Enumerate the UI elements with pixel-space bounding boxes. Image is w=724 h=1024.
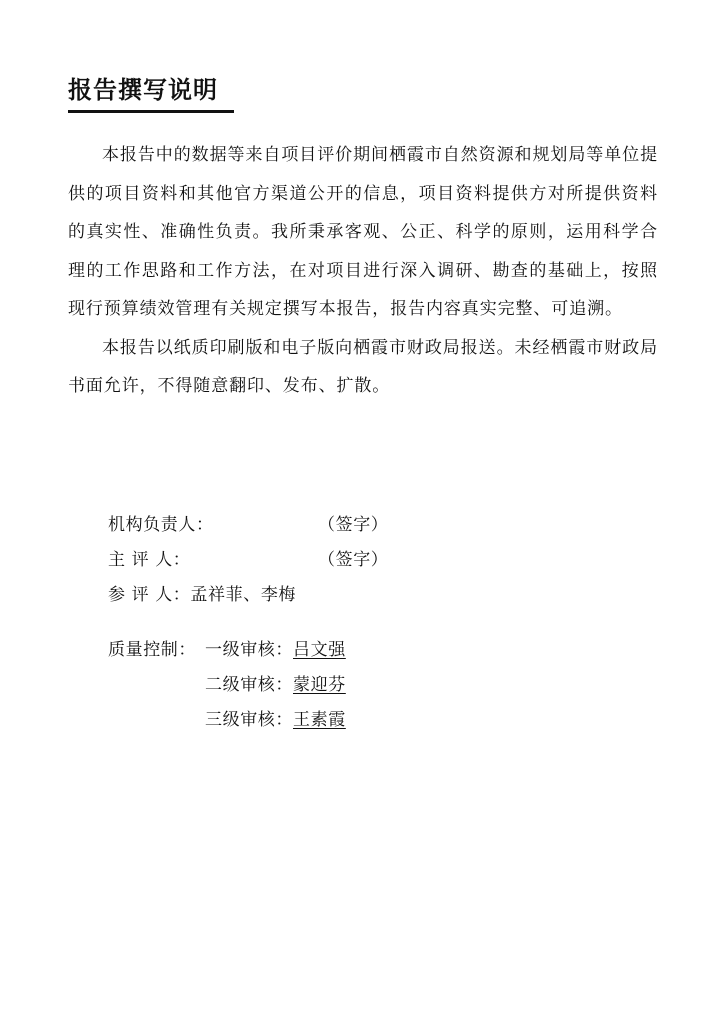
chief-reviewer-row xyxy=(108,543,389,578)
quality-control-row-3 xyxy=(108,703,346,738)
paragraph-distribution: 本报告以纸质印刷版和电子版向栖霞市财政局报送。未经栖霞市财政局书面允许，不得随意翻印、发布、扩散。 xyxy=(68,337,658,396)
page-title: 报告撰写说明 xyxy=(68,76,218,104)
institution-head-row xyxy=(108,508,389,543)
review-level-2 xyxy=(205,668,346,703)
quality-control-row-1 xyxy=(108,633,346,668)
institution-head-signature-placeholder: （签字） xyxy=(318,515,389,535)
review-level-3-label: 三级审核： xyxy=(205,710,293,730)
paragraph-data-sources: 本报告中的数据等来自项目评价期间栖霞市自然资源和规划局等单位提供的项目资料和其他官方渠道公开的信息，项目资料提供方对所提供资料的真实性、准确性负责。我所秉承客观、公正、科学的原则，运用科学合理的工作思路和工作方法，在对项目进行深入调研、勘查的基础上，按照现行预算绩效管理有关规定撰写本报告，报告内容真实完整、可追溯。 xyxy=(68,145,658,319)
report-heading-block xyxy=(68,74,234,113)
participants-names: 孟祥菲、李梅 xyxy=(190,585,297,605)
title-underline xyxy=(68,110,234,113)
report-instructions-body xyxy=(68,136,658,406)
participants-label: 参 评 人： xyxy=(108,585,191,605)
review-level-3-reviewer: 王素霞 xyxy=(293,710,346,730)
review-level-1 xyxy=(205,633,346,668)
section-spacer xyxy=(108,613,296,633)
signature-block xyxy=(108,508,389,738)
chief-reviewer-label: 主 评 人： xyxy=(108,550,191,570)
participants-row xyxy=(108,578,296,613)
review-level-2-reviewer: 蒙迎芬 xyxy=(293,675,346,695)
review-level-1-reviewer: 吕文强 xyxy=(293,640,346,660)
institution-head-label: 机构负责人： xyxy=(108,515,214,535)
quality-control-row-2 xyxy=(108,668,346,703)
chief-reviewer-signature-placeholder: （签字） xyxy=(318,550,389,570)
review-level-1-label: 一级审核： xyxy=(205,640,293,660)
quality-control-label: 质量控制： xyxy=(108,640,196,660)
review-level-3 xyxy=(205,703,346,738)
review-level-2-label: 二级审核： xyxy=(205,675,293,695)
